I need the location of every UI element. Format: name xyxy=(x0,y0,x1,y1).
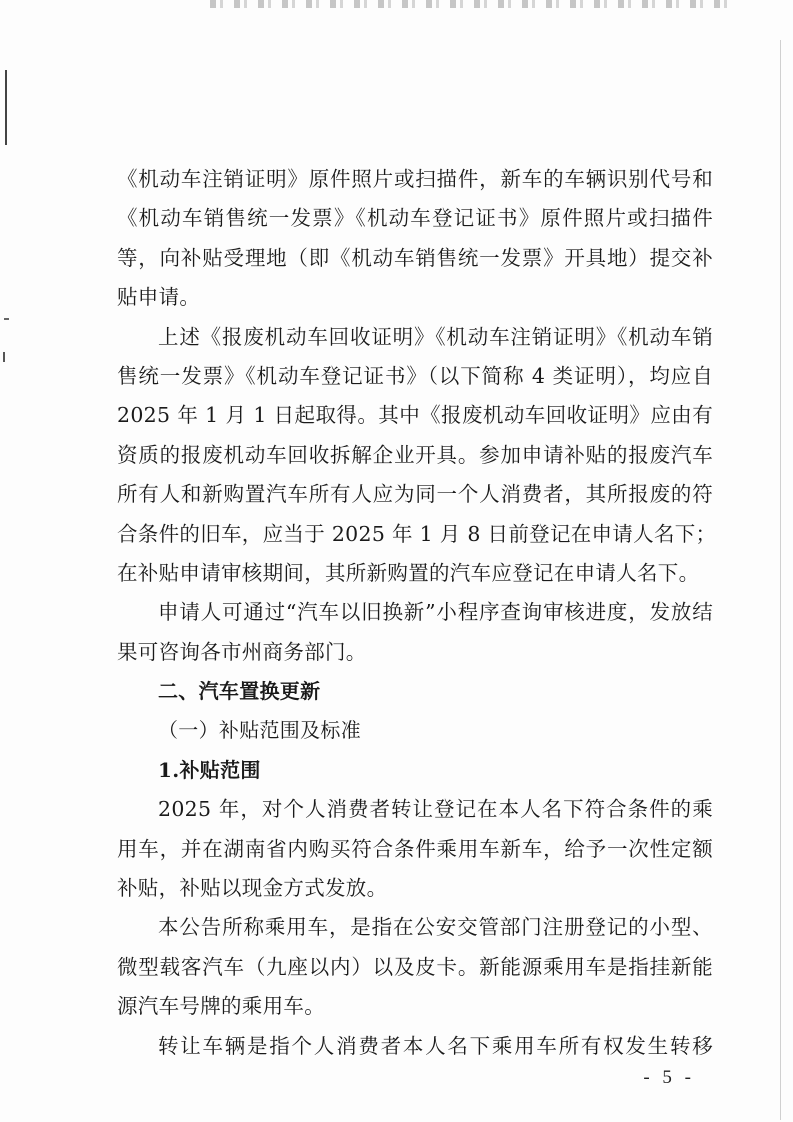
text-line: 等，向补贴受理地（即《机动车销售统一发票》开具地）提交补 xyxy=(117,245,713,270)
text-line: 果可咨询各市州商务部门。 xyxy=(117,639,367,664)
paragraph-6 xyxy=(117,1027,713,1066)
text-line: 售统一发票》《机动车登记证书》（以下简称 4 类证明），均应自 xyxy=(117,363,713,388)
text-line: 本公告所称乘用车，是指在公安交管部门注册登记的小型、 xyxy=(158,915,713,940)
subsection-heading: （一）补贴范围及标准 xyxy=(158,718,361,743)
text-line: 用车，并在湖南省内购买符合条件乘用车新车，给予一次性定额 xyxy=(117,836,713,861)
paragraph-5 xyxy=(117,908,713,1026)
text-line: 《机动车销售统一发票》《机动车登记证书》原件照片或扫描件 xyxy=(117,206,713,231)
item-heading: 1.补贴范围 xyxy=(158,757,261,782)
page-number: - 5 - xyxy=(643,1067,695,1088)
paragraph-1 xyxy=(117,160,713,318)
document-body xyxy=(117,160,717,1066)
text-line: 在补贴申请审核期间，其所新购置的汽车应登记在申请人名下。 xyxy=(117,560,700,585)
text-line: 贴申请。 xyxy=(117,285,201,310)
paragraph-4 xyxy=(117,790,713,908)
text-line: 《机动车注销证明》原件照片或扫描件，新车的车辆识别代号和 xyxy=(117,167,713,191)
text-line: 转让车辆是指个人消费者本人名下乘用车所有权发生转移 xyxy=(158,1033,713,1058)
paragraph-3 xyxy=(117,593,713,672)
text-line: 2025 年，对个人消费者转让登记在本人名下符合条件的乘 xyxy=(158,797,713,822)
scan-artifact-left-line xyxy=(5,70,7,145)
text-line: 补贴，补贴以现金方式发放。 xyxy=(117,876,388,901)
scan-artifact-left-tick xyxy=(4,318,9,320)
scan-artifact-right-edge xyxy=(780,40,781,1120)
scan-artifact-top xyxy=(210,0,730,8)
text-line: 上述《报废机动车回收证明》《机动车注销证明》《机动车销 xyxy=(158,324,713,349)
text-line: 所有人和新购置汽车所有人应为同一个人消费者，其所报废的符 xyxy=(117,482,713,507)
text-line: 2025 年 1 月 1 日起取得。其中《报废机动车回收证明》应由有 xyxy=(117,403,713,428)
scan-artifact-left-tick xyxy=(3,352,5,362)
paragraph-2 xyxy=(117,318,717,594)
text-line: 合条件的旧车，应当于 2025 年 1 月 8 日前登记在申请人名下； xyxy=(117,521,717,546)
text-line: 申请人可通过“汽车以旧换新”小程序查询审核进度，发放结 xyxy=(158,600,713,625)
section-heading: 二、汽车置换更新 xyxy=(158,679,321,704)
text-line: 资质的报废机动车回收拆解企业开具。参加申请补贴的报废汽车 xyxy=(117,442,713,467)
text-line: 微型载客汽车（九座以内）以及皮卡。新能源乘用车是指挂新能 xyxy=(117,954,713,979)
text-line: 源汽车号牌的乘用车。 xyxy=(117,994,325,1019)
